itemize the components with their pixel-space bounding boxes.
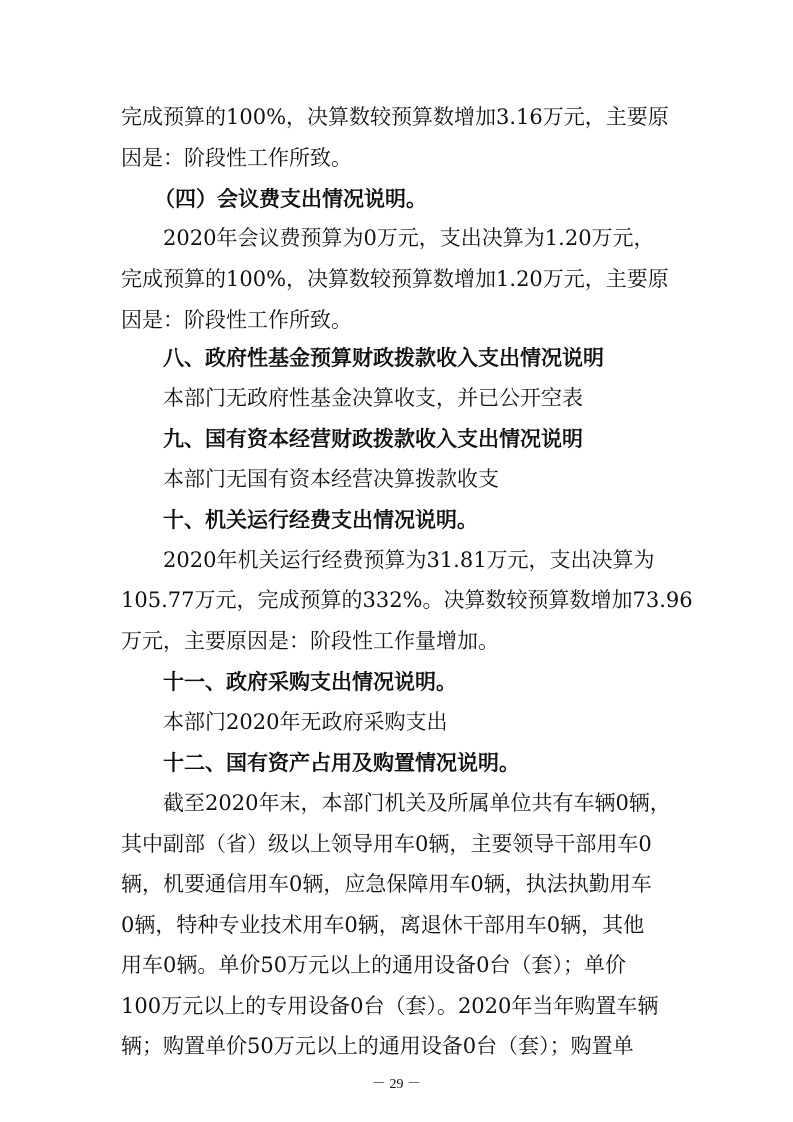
body-text-line: 本部门无国有资本经营决算拨款收支 xyxy=(163,467,499,491)
body-text-line: 因是：阶段性工作所致。 xyxy=(121,146,352,170)
body-text-line: 辆；购置单价50万元以上的通用设备0台（套）；购置单 xyxy=(121,1034,634,1058)
body-text-line: 本部门2020年无政府采购支出 xyxy=(163,710,448,734)
body-text-line: 0辆，特种专业技术用车0辆，离退休干部用车0辆，其他 xyxy=(121,913,645,937)
body-text-line: 100万元以上的专用设备0台（套）。2020年当年购置车辆 xyxy=(121,994,659,1018)
body-text-line: 因是：阶段性工作所致。 xyxy=(121,308,352,332)
body-text-line: 2020年会议费预算为0万元，支出决算为1.20万元， xyxy=(163,226,655,250)
body-text-line: 辆，机要通信用车0辆，应急保障用车0辆，执法执勤用车 xyxy=(121,872,652,896)
section-heading: 十一、政府采购支出情况说明。 xyxy=(163,670,457,694)
section-heading: 九、国有资本经营财政拨款收入支出情况说明 xyxy=(163,427,583,451)
body-text-line: 2020年机关运行经费预算为31.81万元，支出决算为 xyxy=(163,548,655,572)
body-text-line: 本部门无政府性基金决算收支，并已公开空表 xyxy=(163,386,583,410)
body-text-line: 完成预算的100%，决算数较预算数增加3.16万元，主要原 xyxy=(121,105,669,129)
page-number: － 29 － xyxy=(372,1077,421,1092)
section-heading: 十、机关运行经费支出情况说明。 xyxy=(163,508,478,532)
body-text-line: 完成预算的100%，决算数较预算数增加1.20万元，主要原 xyxy=(121,267,669,291)
body-text-line: 万元，主要原因是：阶段性工作量增加。 xyxy=(121,629,499,653)
subsection-heading: （四）会议费支出情况说明。 xyxy=(154,187,427,211)
body-text-line: 用车0辆。单价50万元以上的通用设备0台（套）；单价 xyxy=(121,953,626,977)
body-text-line: 105.77万元，完成预算的332%。决算数较预算数增加73.96 xyxy=(121,588,693,612)
section-heading: 八、政府性基金预算财政拨款收入支出情况说明 xyxy=(163,346,604,370)
body-text-line: 其中副部（省）级以上领导用车0辆，主要领导干部用车0 xyxy=(121,832,652,856)
section-heading: 十二、国有资产占用及购置情况说明。 xyxy=(163,751,520,775)
body-text-line: 截至2020年末，本部门机关及所属单位共有车辆0辆， xyxy=(163,791,671,815)
